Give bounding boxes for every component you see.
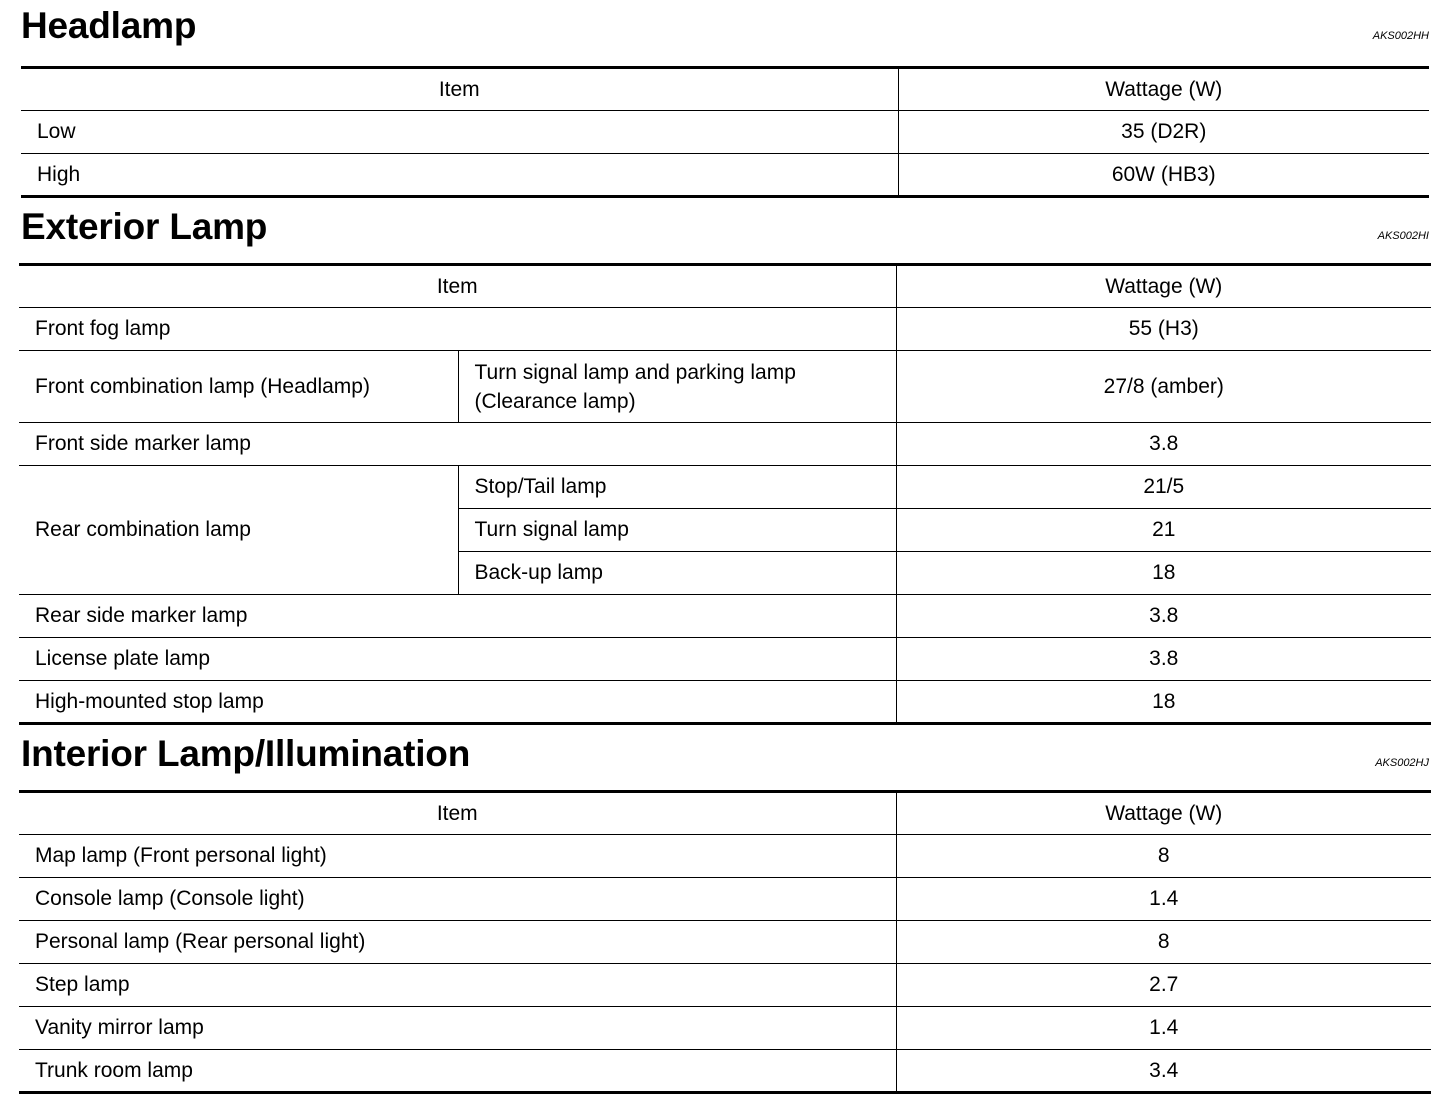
item-cell: Front fog lamp — [19, 308, 896, 351]
section-headlamp — [0, 0, 1456, 66]
table-row — [19, 1007, 1431, 1050]
table-row — [19, 964, 1431, 1007]
item-cell: High — [21, 154, 898, 197]
item-cell: Rear combination lamp — [19, 466, 458, 595]
wattage-cell: 21 — [896, 509, 1431, 552]
table-row — [21, 111, 1429, 154]
item-cell: Step lamp — [19, 964, 896, 1007]
wattage-cell: 2.7 — [896, 964, 1431, 1007]
table-header-row — [21, 68, 1429, 111]
sub-item-cell: Turn signal lamp and parking lamp (Clearance lamp) — [458, 351, 896, 423]
table-row — [19, 308, 1431, 351]
wattage-cell: 3.8 — [896, 595, 1431, 638]
item-cell: Trunk room lamp — [19, 1050, 896, 1093]
table-row — [19, 921, 1431, 964]
table-row — [19, 835, 1431, 878]
item-cell: Low — [21, 111, 898, 154]
item-cell: Personal lamp (Rear personal light) — [19, 921, 896, 964]
wattage-cell: 1.4 — [896, 1007, 1431, 1050]
table-row — [19, 681, 1431, 724]
table-header-row — [19, 265, 1431, 308]
item-cell: Front combination lamp (Headlamp) — [19, 351, 458, 423]
wattage-cell: 8 — [896, 921, 1431, 964]
wattage-cell: 8 — [896, 835, 1431, 878]
table-row — [19, 595, 1431, 638]
wattage-cell: 3.8 — [896, 638, 1431, 681]
item-cell: License plate lamp — [19, 638, 896, 681]
section-exterior-lamp — [0, 201, 1456, 263]
wattage-cell: 3.8 — [896, 423, 1431, 466]
header-item: Item — [21, 68, 898, 111]
item-cell: High-mounted stop lamp — [19, 681, 896, 724]
section-code: AKS002HH — [1372, 30, 1429, 42]
table-row — [19, 466, 1431, 509]
section-interior-lamp — [0, 728, 1456, 790]
section-title: Headlamp — [21, 5, 197, 46]
table-row — [19, 638, 1431, 681]
item-cell: Console lamp (Console light) — [19, 878, 896, 921]
table-header-row — [19, 792, 1431, 835]
item-cell: Rear side marker lamp — [19, 595, 896, 638]
item-cell: Front side marker lamp — [19, 423, 896, 466]
wattage-cell: 18 — [896, 552, 1431, 595]
header-wattage: Wattage (W) — [896, 265, 1431, 308]
table-row — [19, 351, 1431, 423]
wattage-cell: 60W (HB3) — [898, 154, 1429, 197]
wattage-cell: 3.4 — [896, 1050, 1431, 1093]
wattage-cell: 21/5 — [896, 466, 1431, 509]
item-cell: Map lamp (Front personal light) — [19, 835, 896, 878]
header-item: Item — [19, 792, 896, 835]
table-row — [19, 1050, 1431, 1093]
sub-item-cell: Back-up lamp — [458, 552, 896, 595]
section-title: Exterior Lamp — [21, 206, 268, 247]
exterior-lamp-table — [19, 263, 1431, 725]
table-row — [21, 154, 1429, 197]
section-code: AKS002HI — [1377, 230, 1429, 242]
item-cell: Vanity mirror lamp — [19, 1007, 896, 1050]
wattage-cell: 18 — [896, 681, 1431, 724]
header-wattage: Wattage (W) — [896, 792, 1431, 835]
wattage-cell: 27/8 (amber) — [896, 351, 1431, 423]
header-wattage: Wattage (W) — [898, 68, 1429, 111]
section-title: Interior Lamp/Illumination — [21, 733, 471, 774]
interior-lamp-table — [19, 790, 1431, 1094]
header-item: Item — [19, 265, 896, 308]
section-code: AKS002HJ — [1375, 757, 1429, 769]
wattage-cell: 35 (D2R) — [898, 111, 1429, 154]
wattage-cell: 55 (H3) — [896, 308, 1431, 351]
headlamp-table — [21, 66, 1429, 198]
sub-item-cell: Turn signal lamp — [458, 509, 896, 552]
sub-item-cell: Stop/Tail lamp — [458, 466, 896, 509]
table-row — [19, 878, 1431, 921]
table-row — [19, 423, 1431, 466]
wattage-cell: 1.4 — [896, 878, 1431, 921]
